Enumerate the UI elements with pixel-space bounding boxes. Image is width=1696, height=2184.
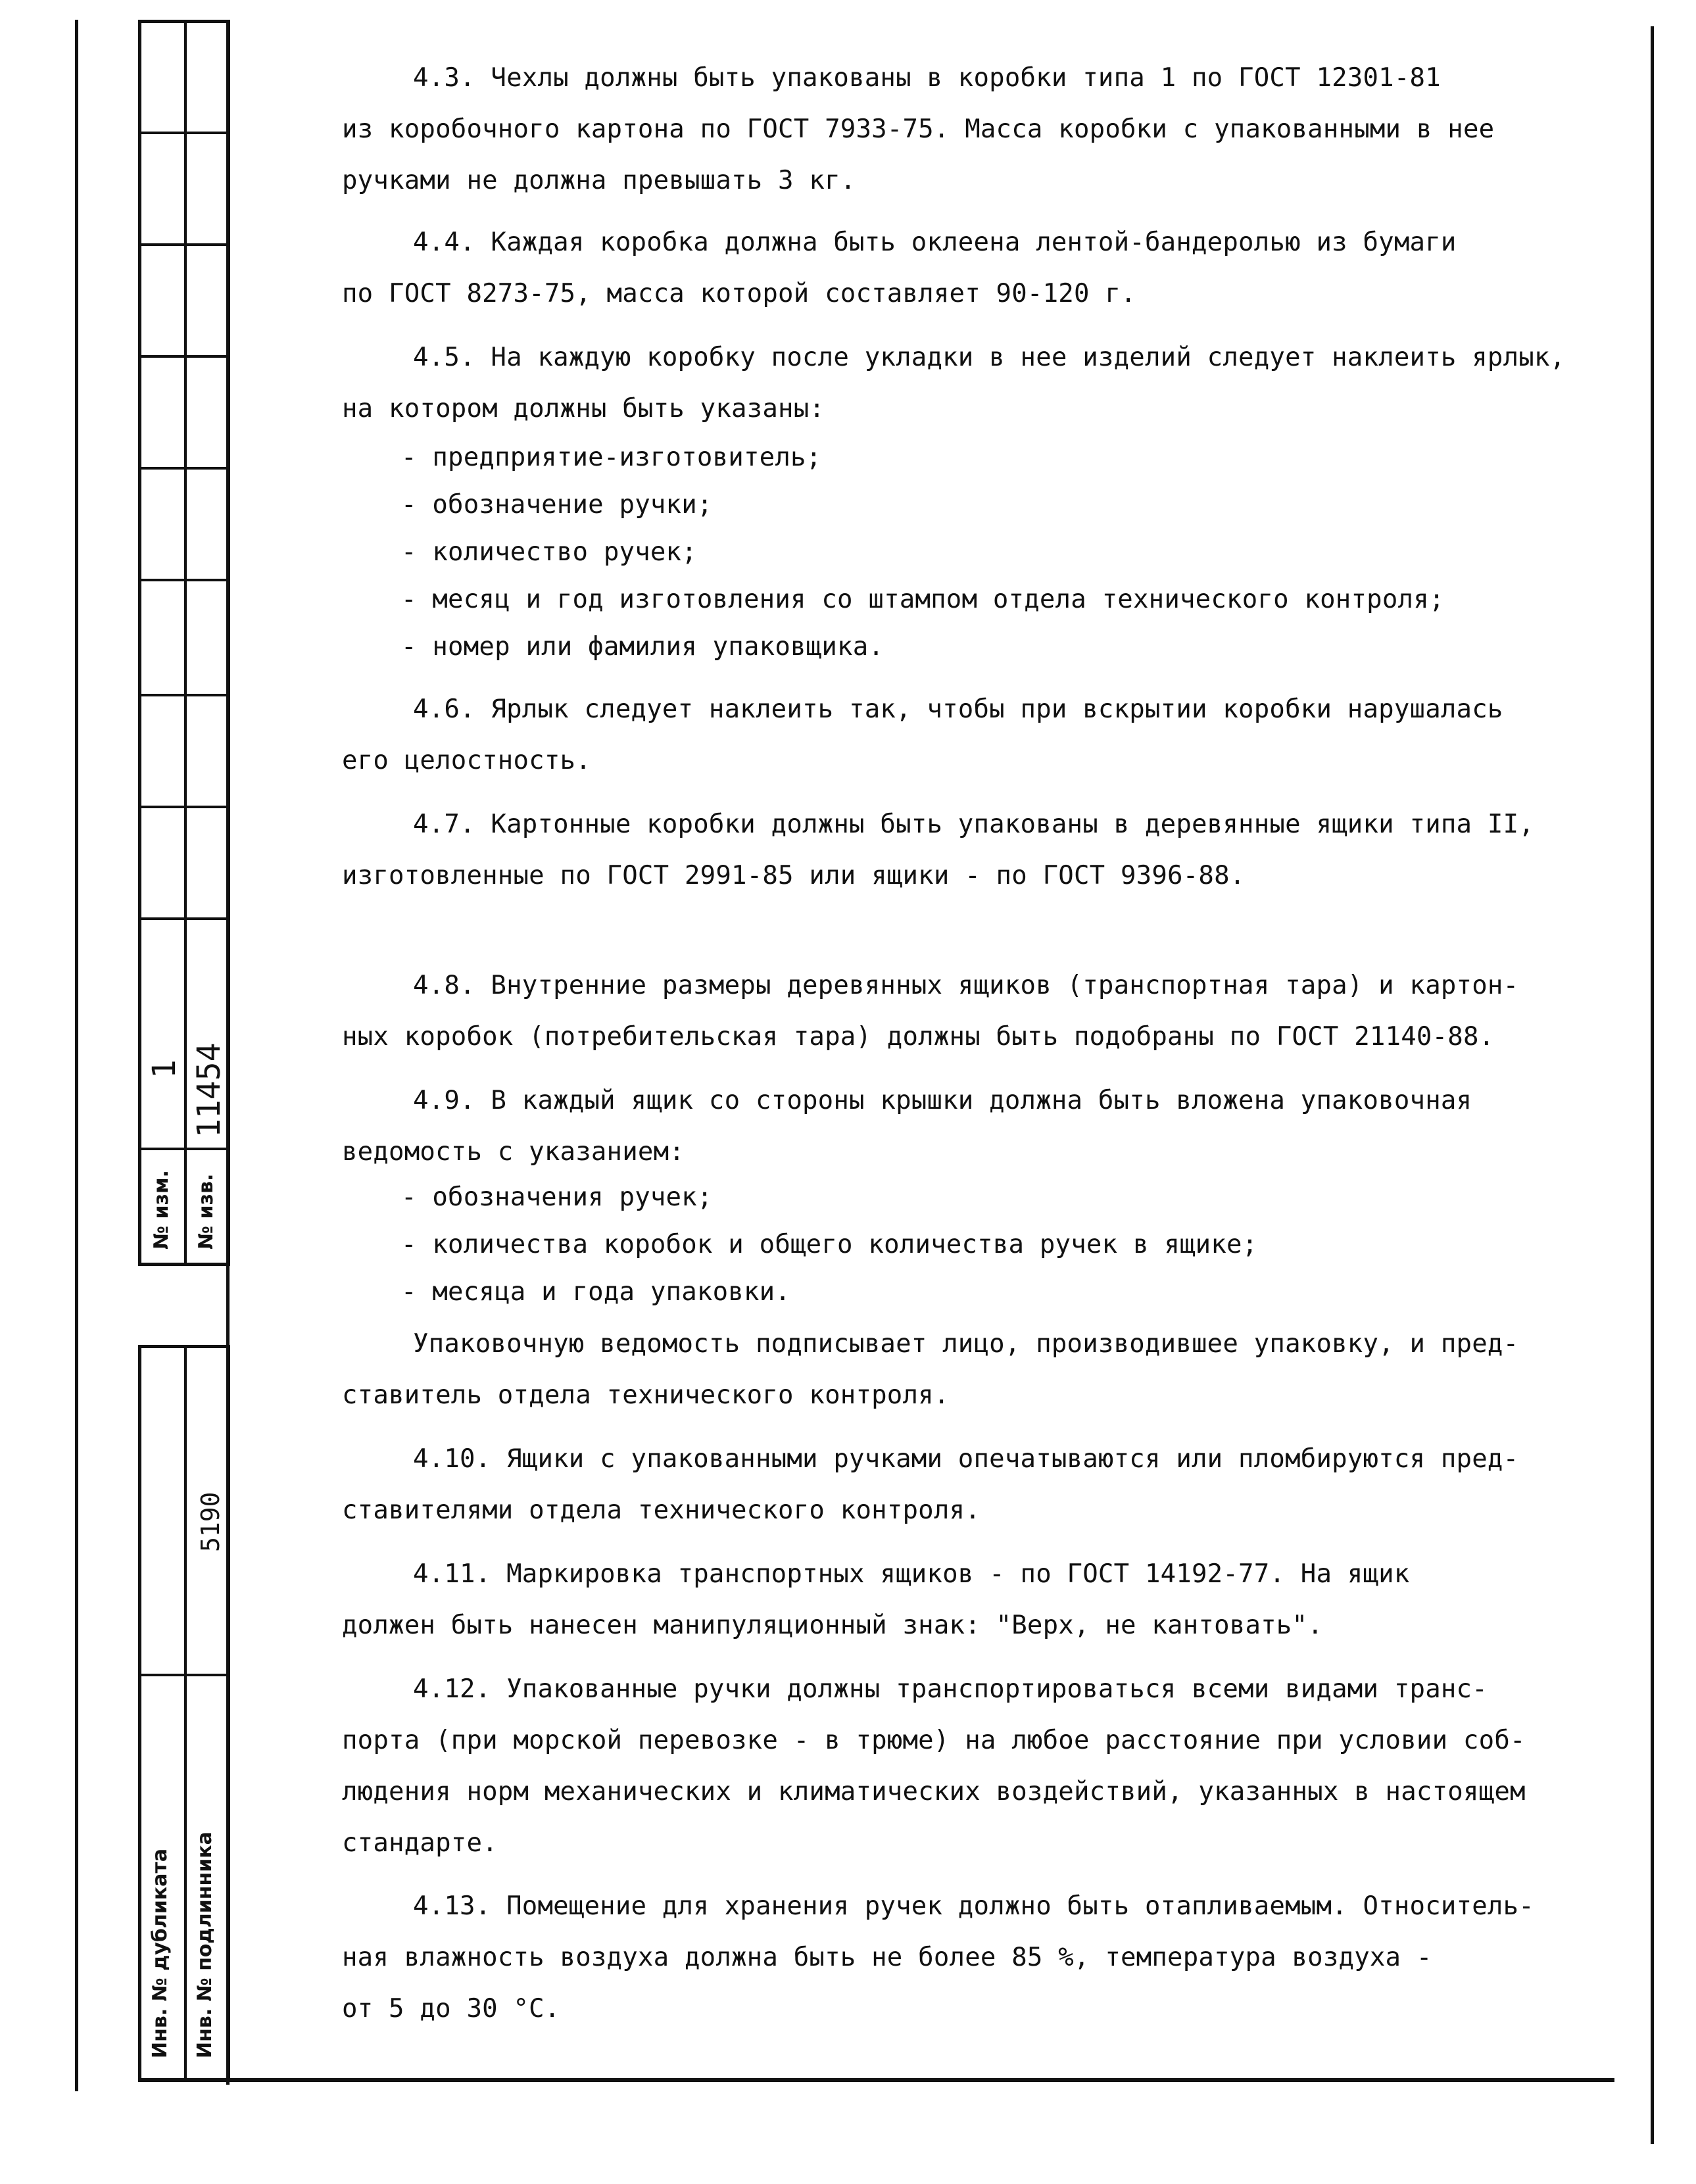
notice-number-label: № изв.: [195, 1173, 218, 1250]
text-line: порта (при морской перевозке - в трюме) на любое расстояние при условии соб-: [342, 1726, 1526, 1755]
stamp-row-line: [138, 806, 230, 808]
text-line: 4.12. Упакованные ручки должны транспортироваться всеми видами транс-: [413, 1674, 1488, 1704]
paragraph-4-9-signature: [342, 1319, 1518, 1421]
stamp-row-line: [138, 355, 230, 358]
text-line: ных коробок (потребительская тара) должны быть подобраны по ГОСТ 21140-88.: [342, 1022, 1495, 1052]
right-page-edge: [1651, 26, 1654, 2144]
text-line: 4.11. Маркировка транспортных ящиков - по ГОСТ 14192-77. На ящик: [413, 1559, 1410, 1589]
paragraph-4-9: [342, 1075, 1472, 1178]
text-line: 4.9. В каждый ящик со стороны крышки должна быть вложена упаковочная: [413, 1086, 1472, 1115]
notice-number-value: 11454: [191, 1042, 228, 1138]
inventory-stamp-divider: [184, 1345, 187, 2081]
list-4-9: [342, 1174, 1257, 1316]
text-line: 4.7. Картонные коробки должны быть упакованы в деревянные ящики типа II,: [413, 810, 1534, 839]
text-line: 4.6. Ярлык следует наклеить так, чтобы при вскрытии коробки нарушалась: [413, 694, 1503, 724]
text-line: Упаковочную ведомость подписывает лицо, производившее упаковку, и пред-: [413, 1329, 1519, 1359]
original-inventory-value: 5190: [196, 1492, 225, 1552]
paragraph-4-5: [342, 332, 1565, 435]
text-line: 4.13. Помещение для хранения ручек должно быть отапливаемым. Относитель-: [413, 1891, 1534, 1921]
stamp-row-line: [138, 243, 230, 246]
paragraph-4-10: [342, 1434, 1518, 1536]
paragraph-4-12: [342, 1664, 1526, 1869]
paragraph-4-4: [342, 217, 1457, 320]
duplicate-inventory-label: Инв. № дубликата: [149, 1848, 172, 2058]
text-line: ручками не должна превышать 3 кг.: [342, 166, 856, 195]
list-item: - количество ручек;: [401, 537, 697, 567]
text-line: его целостность.: [342, 746, 591, 775]
stamp-row-line: [138, 694, 230, 696]
text-line: 4.5. На каждую коробку после укладки в нее изделий следует наклеить ярлык,: [413, 343, 1566, 372]
revision-stamp-divider: [184, 20, 187, 1266]
stamp-row-line: [138, 1674, 230, 1676]
paragraph-4-3: [342, 53, 1494, 206]
stamp-row-line: [138, 579, 230, 581]
left-page-edge: [75, 20, 78, 2091]
original-inventory-label: Инв. № подлинника: [193, 1832, 216, 2058]
text-line: ная влажность воздуха должна быть не более 85 %, температура воздуха -: [342, 1943, 1432, 1972]
list-item: - месяц и год изготовления со штампом отдела технического контроля;: [401, 585, 1445, 614]
rev-number-label: № изм.: [150, 1170, 173, 1250]
paragraph-4-7: [342, 799, 1534, 902]
stamp-row-line: [138, 917, 230, 920]
stamp-row-line: [138, 132, 230, 134]
text-line: ведомость с указанием:: [342, 1137, 685, 1167]
stamp-row-line: [138, 1148, 230, 1150]
paragraph-4-6: [342, 684, 1503, 787]
text-line: изготовленные по ГОСТ 2991-85 или ящики - по ГОСТ 9396-88.: [342, 861, 1246, 890]
stamp-row-line: [138, 467, 230, 470]
text-line: людения норм механических и климатических воздействий, указанных в настоящем: [342, 1777, 1526, 1807]
paragraph-4-8: [342, 960, 1518, 1063]
text-line: ставителями отдела технического контроля.: [342, 1495, 981, 1525]
text-line: на котором должны быть указаны:: [342, 394, 825, 424]
list-item: - месяца и года упаковки.: [401, 1277, 790, 1307]
text-line: 4.10. Ящики с упакованными ручками опечатываются или пломбируются пред-: [413, 1444, 1519, 1474]
list-item: - номер или фамилия упаковщика.: [401, 632, 884, 662]
paragraph-4-11: [342, 1549, 1410, 1651]
text-line: от 5 до 30 °С.: [342, 1994, 560, 2024]
text-line: стандарте.: [342, 1828, 498, 1858]
text-line: 4.3. Чехлы должны быть упакованы в коробки типа 1 по ГОСТ 12301-81: [413, 63, 1441, 93]
text-line: по ГОСТ 8273-75, масса которой составляет 90-120 г.: [342, 279, 1136, 308]
text-line: 4.8. Внутренние размеры деревянных ящиков (транспортная тара) и картон-: [413, 971, 1519, 1000]
paragraph-4-13: [342, 1881, 1534, 2035]
text-line: должен быть нанесен манипуляционный знак: "Верх, не кантовать".: [342, 1611, 1323, 1640]
rev-number-value: 1: [146, 1059, 183, 1079]
list-item: - предприятие-изготовитель;: [401, 443, 822, 472]
list-4-5: [342, 434, 1445, 671]
list-item: - количества коробок и общего количества ручек в ящике;: [401, 1230, 1258, 1259]
list-item: - обозначение ручки;: [401, 490, 713, 520]
text-line: из коробочного картона по ГОСТ 7933-75. Масса коробки с упакованными в нее: [342, 114, 1495, 144]
text-line: 4.4. Каждая коробка должна быть оклеена лентой-бандеролью из бумаги: [413, 228, 1457, 257]
main-frame-bottom: [138, 2078, 1614, 2082]
text-line: ставитель отдела технического контроля.: [342, 1380, 950, 1410]
list-item: - обозначения ручек;: [401, 1182, 713, 1212]
